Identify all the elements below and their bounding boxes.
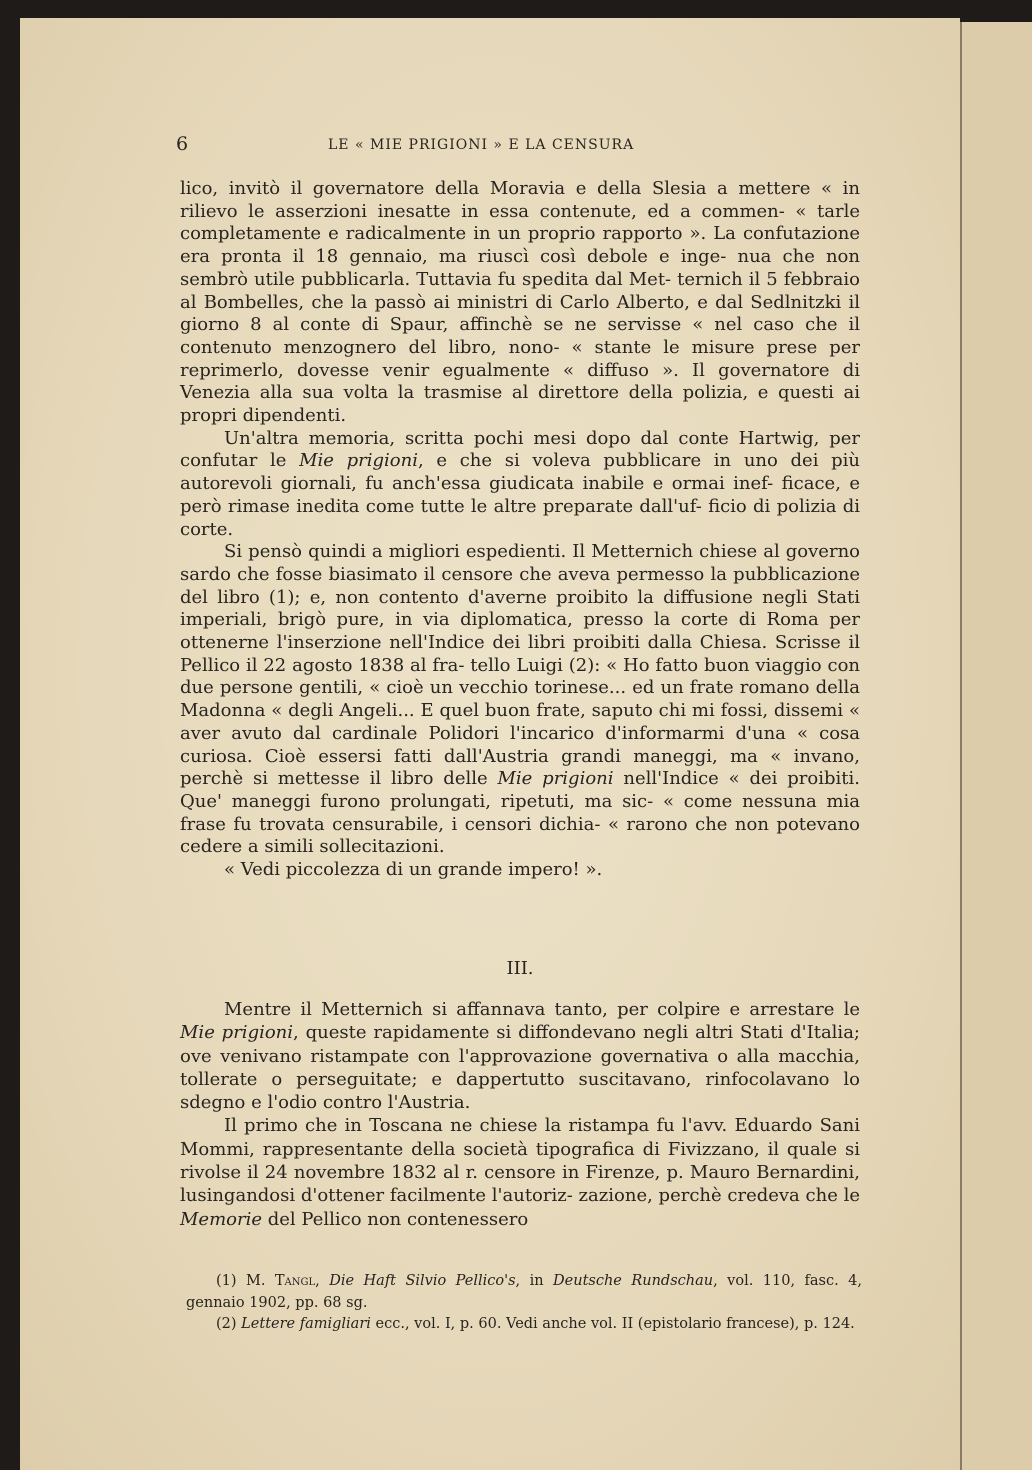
paragraph: « Vedi piccolezza di un grande impero! ». <box>224 859 603 881</box>
page-header <box>176 133 866 159</box>
paragraph <box>180 1114 860 1230</box>
book-title: Mie prigioni <box>497 768 614 790</box>
paragraph <box>180 998 860 1114</box>
work-title: Die Haft Silvio Pellico's <box>329 1273 516 1289</box>
text-run: , queste rapidamente si diffondevano negli altri Stati d'Italia; ove venivano ristampate con l'approvazione governativa o alla macchia, tollerate o perseguitate; e dappertutto suscitavano, rinfocolavano lo sdegno e l'odio contro l'Austria. <box>180 1022 860 1114</box>
text-run: Il primo che in Toscana ne chiese la ristampa fu l'avv. Eduardo Sani Mommi, rappresentante della società tipografica di Fivizzano, il quale si rivolse il 24 novembre 1832 al r. censore in Firenze, p. Mauro Bernardini, lusingandosi d'ottener facilmente l'autoriz- zazione, perchè credeva che le <box>180 1115 860 1207</box>
text-run: (1) M. <box>216 1273 275 1289</box>
book-title: Mie prigioni <box>299 450 418 472</box>
text-run: (2) <box>216 1316 242 1332</box>
footnote-2 <box>186 1314 862 1336</box>
paragraph <box>180 428 860 542</box>
text-run: Mentre il Metternich si affannava tanto, per colpire e arrestare le <box>224 999 860 1020</box>
work-title: Lettere famigliari <box>241 1316 371 1332</box>
text-run: del Pellico non contenessero <box>262 1208 529 1230</box>
text-run: , vol. 110, fasc. 4, gennaio 1902, pp. 68 sg. <box>186 1273 862 1311</box>
book-title: Mie prigioni <box>180 1022 294 1044</box>
text-run: , in <box>515 1273 554 1289</box>
journal-title: Deutsche Rundschau <box>553 1273 714 1289</box>
text-run: nell'Indice « dei proibiti. Que' maneggi furono prolungati, ripetuti, ma sic- « come nessuna mia frase fu trovata censurabile, i censori dichia- « rarono che non potevano cedere a simili sollecitazioni. <box>180 768 860 858</box>
footnotes <box>186 1271 862 1336</box>
section-text <box>180 998 860 1231</box>
text-run: , e che si voleva pubblicare in uno dei più autorevoli giornali, fu anch'essa giudicata inabile e ormai inef- ficace, e però rimase inedita come tutte le altre preparate dall'uf- ficio di polizia di corte. <box>180 450 860 540</box>
facing-page-edge <box>960 22 1032 1470</box>
main-text <box>180 178 860 882</box>
book-title: Memorie <box>180 1208 263 1230</box>
author-name: Tangl <box>274 1273 316 1289</box>
paragraph <box>180 541 860 859</box>
footnote-1 <box>186 1271 862 1314</box>
text-run: ecc., vol. I, p. 60. Vedi anche vol. II (epistolario francese), p. 124. <box>370 1316 855 1332</box>
text-run: Si pensò quindi a migliori espedienti. Il Metternich chiese al governo sardo che fosse biasimato il censore che aveva permesso la pubblicazione del libro (1); e, non contento d'averne proibito la diffusione negli Stati imperiali, brigò pure, in via diplomatica, presso la corte di Roma per ottenerne l'inserzione nell'Indice dei libri proibiti dalla Chiesa. Scrisse il Pellico il 22 agosto 1838 al fra- tello Luigi (2): « Ho fatto buon viaggio con due persone gentili, « cioè un vecchio torinese... ed un frate romano della Madonna « degli Angeli... E quel buon frate, saputo chi mi fossi, dissemi « aver avuto dal cardinale Polidori l'incarico d'informarmi d'una « cosa curiosa. Cioè essersi fatti dall'Austria grandi maneggi, ma « invano, perchè si mettesse il libro delle <box>180 541 860 790</box>
page-number: 6 <box>176 133 189 155</box>
paragraph: lico, invitò il governatore della Moravia e della Slesia a mettere « in rilievo le asserzioni inesatte in essa contenute, ed a commen- « tarle completamente e radicalmente in un proprio rapporto ». La confutazione era pronta il 18 gennaio, ma riuscì così debole e inge- nua che non sembrò utile pubblicarla. Tuttavia fu spedita dal Met- ternich il 5 febbraio al Bombelles, che la passò ai ministri di Carlo Alberto, e dal Sedlnitzki il giorno 8 al conte di Spaur, affinchè se ne servisse « nel caso che il contenuto menzognero del libro, nono- « stante le misure prese per reprimerlo, dovesse venir egualmente « diffuso ». Il governatore di Venezia alla sua volta la trasmise al direttore della polizia, e questi ai propri dipendenti. <box>180 178 860 427</box>
text-run: , <box>315 1273 330 1289</box>
section-heading: III. <box>506 958 534 979</box>
text-run: Un'altra memoria, scritta pochi mesi dopo dal conte Hartwig, per confutar le <box>180 427 860 472</box>
running-title: LE « MIE PRIGIONI » E LA CENSURA <box>328 137 635 153</box>
